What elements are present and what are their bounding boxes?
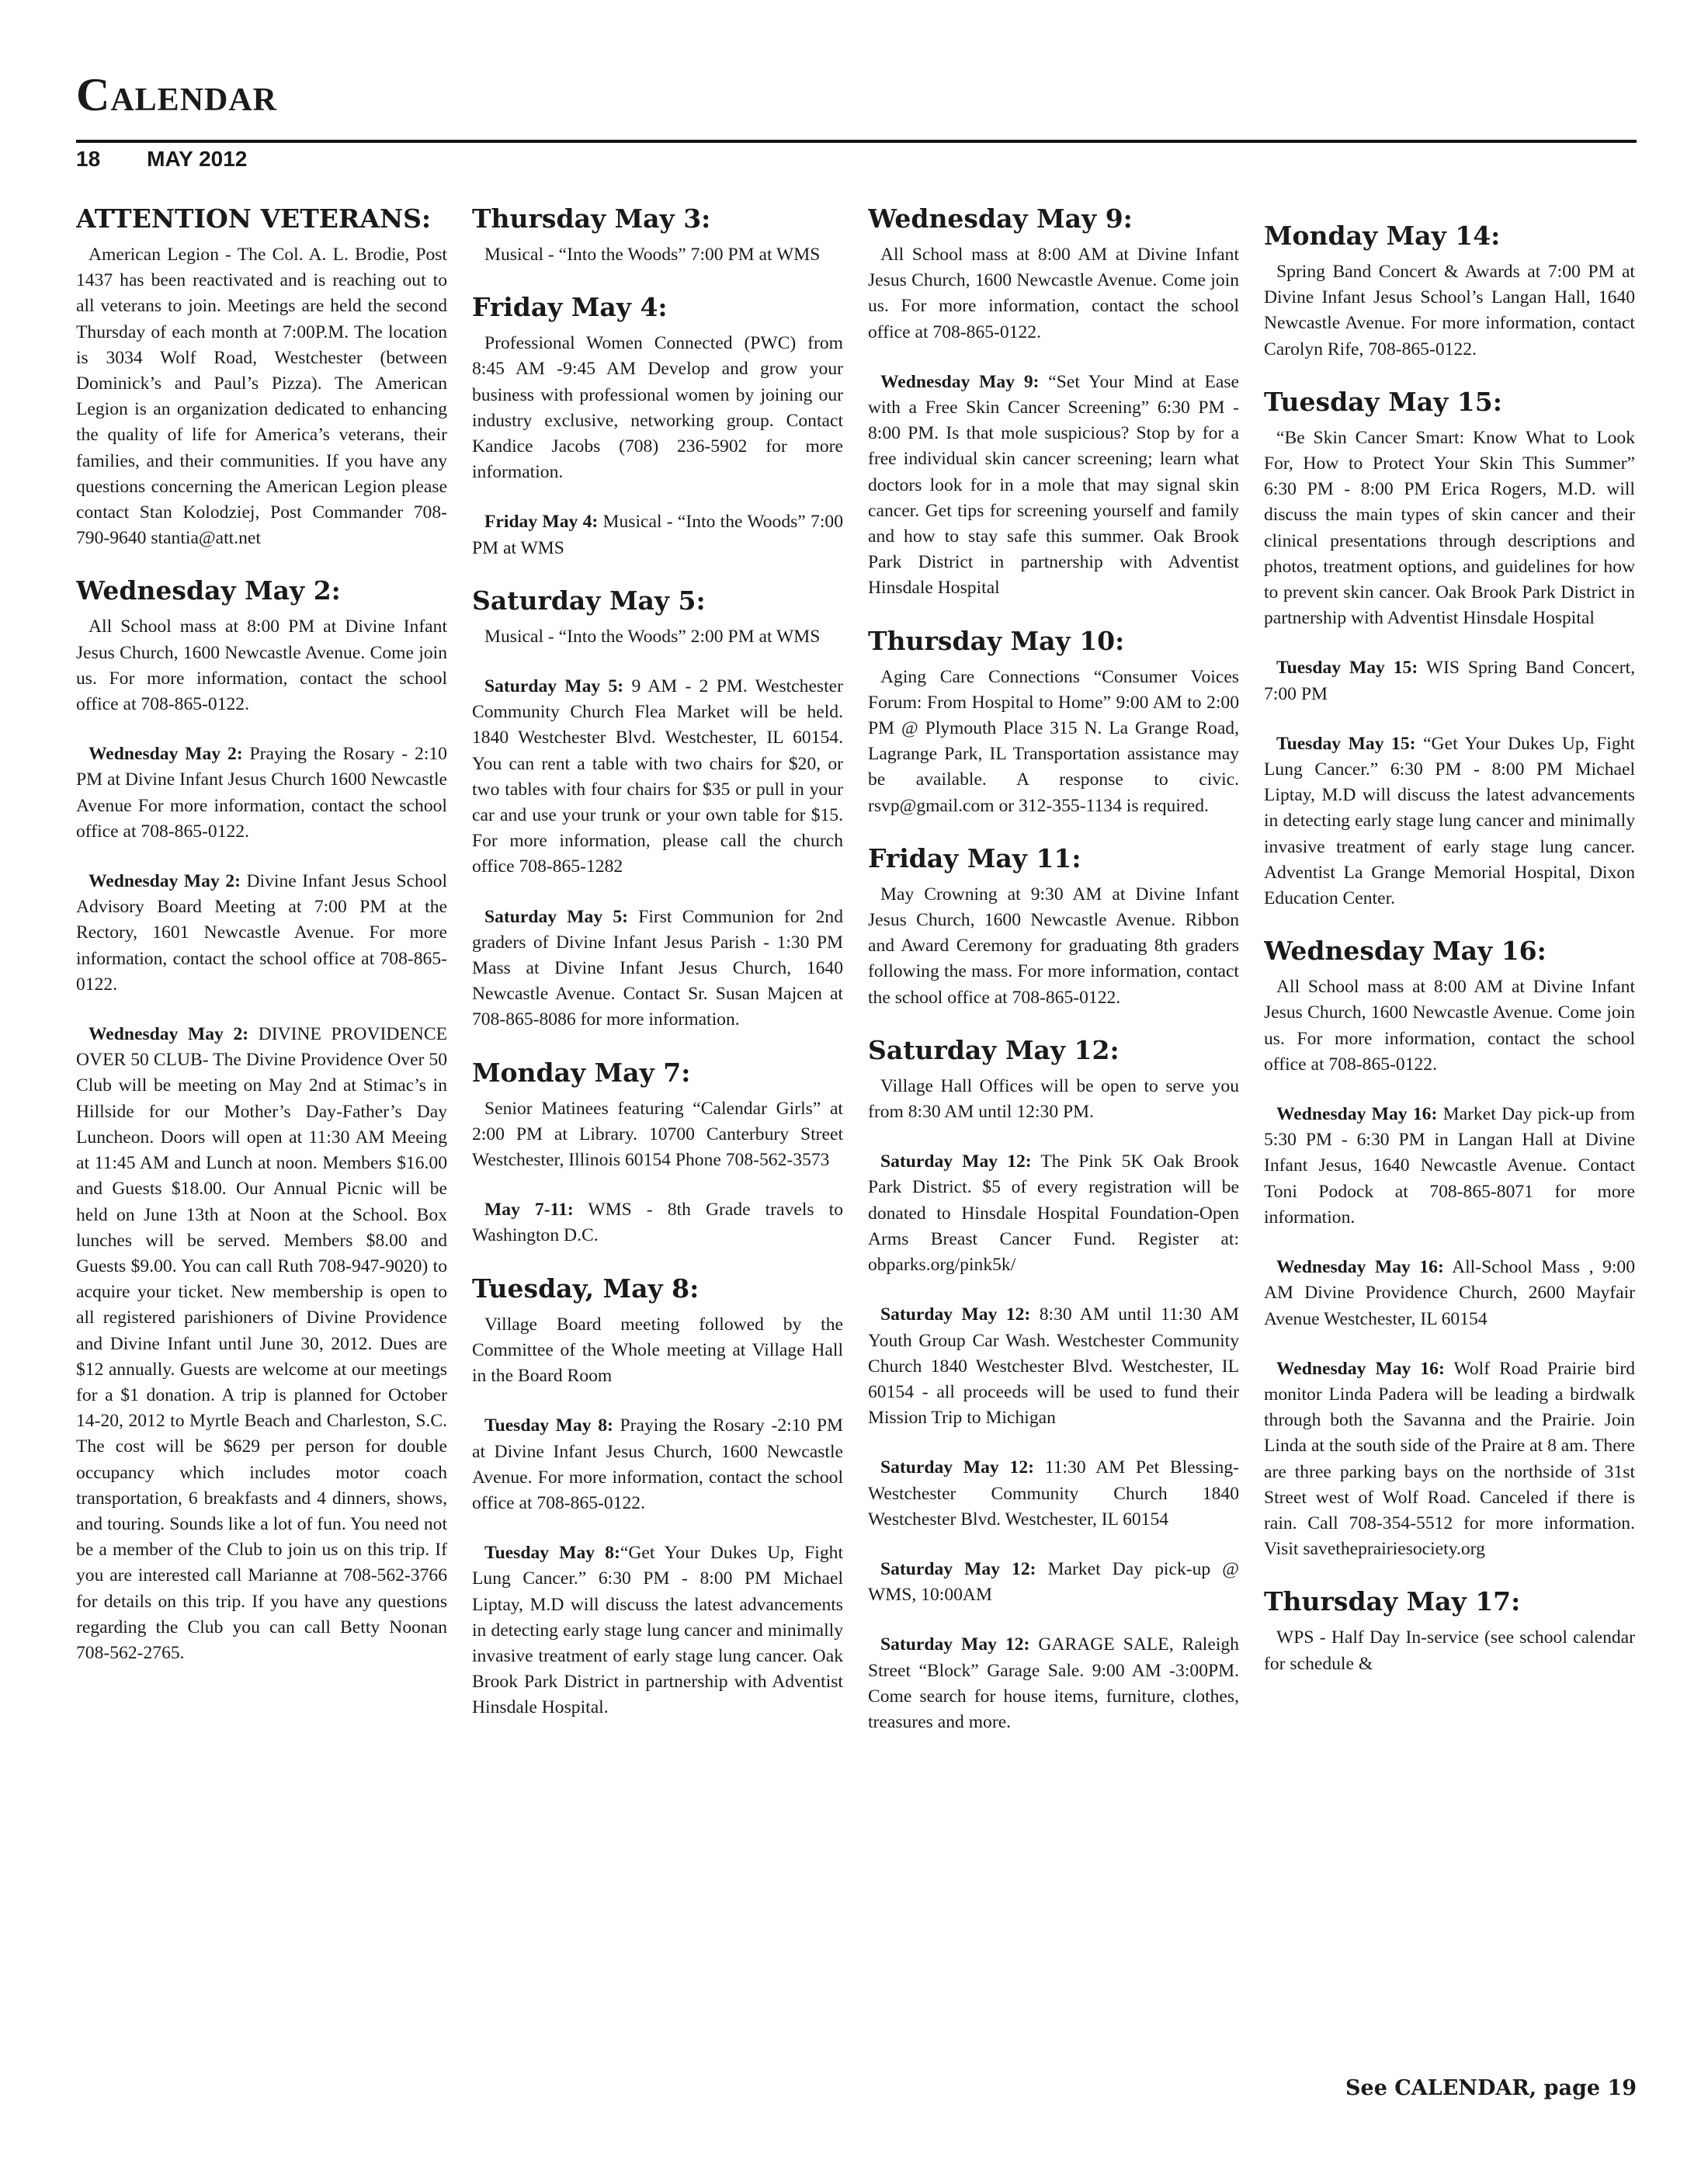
event-text: All School mass at 8:00 AM at Divine Infant Jesus Church, 1600 Newcastle Avenue. Come join us. For more information, contact the school office at 708-865-0122. bbox=[868, 245, 1239, 342]
event-date-heading: Wednesday May 2: bbox=[76, 575, 341, 606]
event-lead-date: Tuesday May 8: bbox=[484, 1415, 613, 1436]
event-listing bbox=[1264, 1255, 1635, 1332]
event-text: “Set Your Mind at Ease with a Free Skin Cancer Screening” 6:30 PM - 8:00 PM. Is that mole suspicious? Stop by for a free individual skin cancer screening; learn what doctors look for in a mole that may signal skin cancer. Get tips for screening yourself and family and how to stay safe this summer. Oak Brook Park District in partnership with Adventist Hinsdale Hospital bbox=[868, 371, 1239, 599]
event-listing bbox=[76, 741, 447, 845]
event-date-heading: Thursday May 17: bbox=[1264, 1586, 1521, 1617]
event-listing bbox=[868, 1302, 1239, 1431]
event-date-heading: Friday May 11: bbox=[868, 842, 1081, 873]
event-listing bbox=[868, 882, 1239, 1011]
event-text: Musical - “Into the Woods” 7:00 PM at WMS bbox=[472, 512, 843, 558]
event-listing bbox=[76, 869, 447, 998]
event-listing bbox=[472, 1096, 843, 1174]
event-listing bbox=[472, 1312, 843, 1390]
event-date-heading: Tuesday, May 8: bbox=[472, 1273, 700, 1304]
event-lead-date: Saturday May 5: bbox=[484, 906, 629, 927]
event-text: Divine Infant Jesus School Advisory Board Meeting at 7:00 PM at the Rectory, 1601 Newcastle Avenue. For more information, contact the school office at 708-865-0122. bbox=[76, 871, 447, 995]
event-listing bbox=[472, 1197, 843, 1248]
event-listing bbox=[868, 1455, 1239, 1533]
event-lead-date: Tuesday May 8: bbox=[484, 1543, 620, 1564]
event-text: Musical - “Into the Woods” 2:00 PM at WMS bbox=[484, 626, 821, 647]
event-date-heading: Friday May 4: bbox=[472, 292, 668, 323]
event-text: 9 AM - 2 PM. Westchester Community Church Flea Market will be held. 1840 Westchester Blvd. Westchester, IL 60154. You can rent a table with two chairs for $20, or two tables with four chairs for $35 or pull in your car and use your trunk or your own table for $15. For more information, please call the church office 708-865-1282 bbox=[472, 676, 843, 877]
event-listing bbox=[472, 1413, 843, 1516]
event-text: DIVINE PROVIDENCE OVER 50 CLUB- The Divine Providence Over 50 Club will be meeting on May 2nd at Stimac’s in Hillside for our Mother’s Day-Father’s Day Luncheon. Doors will open at 11:30 AM Meeing at 11:45 AM and Lunch at noon. Members $16.00 and Guests $18.00. Our Annual Picnic will be held on June 13th at Noon at the School. Box lunches will be served. Members $8.00 and Guests $9.00. You can call Ruth 708-947-9020) to acquire your ticket. New membership is open to all registered parishioners of Divine Providence and Divine Infant until June 30, 2012. Dues are $12 annually. Guests are welcome at our meetings for a $1 donation. A trip is planned for October 14-20, 2012 to Myrtle Beach and Charleston, S.C. The cost will be $629 per person for double occupancy which includes motor coach transportation, 6 breakfasts and 4 dinners, shows, and touring. Sounds like a lot of fun. You need not be a member of the Club to join us on this trip. If you are interested call Marianne at 708-562-3766 for details on this trip. If you have any questions regarding the Club you can call Betty Noonan 708-562-2765. bbox=[76, 1024, 447, 1663]
event-text: Aging Care Connections “Consumer Voices Forum: From Hospital to Home” 9:00 AM to 2:00 PM @ Plymouth Place 315 N. La Grange Road, Lagrange Park, IL Transportation assistance may be available. A response to civic. rsvp@gmail.com or 312-355-1134 is required. bbox=[868, 666, 1239, 816]
event-listing bbox=[868, 665, 1239, 819]
event-date-heading: Monday May 7: bbox=[472, 1057, 691, 1088]
event-lead-date: Saturday May 12: bbox=[880, 1634, 1030, 1655]
event-text: May Crowning at 9:30 AM at Divine Infant Jesus Church, 1600 Newcastle Avenue. Ribbon and Award Ceremony for graduating 8th graders following the mass. For more information, contact the school office at 708-865-0122. bbox=[868, 884, 1239, 1008]
page-title: Calendar bbox=[76, 69, 278, 120]
event-lead-date: Saturday May 12: bbox=[880, 1151, 1032, 1172]
event-lead-date: Wednesday May 16: bbox=[1276, 1104, 1438, 1125]
event-date-heading: Thursday May 3: bbox=[472, 203, 711, 234]
folio bbox=[76, 148, 293, 171]
event-listing bbox=[472, 624, 843, 650]
page-number: 18 bbox=[76, 147, 101, 171]
event-date-heading: Wednesday May 9: bbox=[868, 203, 1133, 234]
event-text: Senior Matinees featuring “Calendar Girls” at 2:00 PM at Library. 10700 Canterbury Street Westchester, Illinois 60154 Phone 708-562-3573 bbox=[472, 1098, 843, 1171]
event-listing bbox=[1264, 974, 1635, 1078]
event-text: 8:30 AM until 11:30 AM Youth Group Car Wash. Westchester Community Church 1840 Westchester Blvd. Westchester, IL 60154 - all proceeds will be used to fund their Mission Trip to Michigan bbox=[868, 1304, 1239, 1429]
calendar-columns bbox=[76, 203, 1637, 2113]
event-lead-date: Tuesday May 15: bbox=[1276, 733, 1416, 754]
column-1 bbox=[76, 203, 447, 2113]
event-text: “Get Your Dukes Up, Fight Lung Cancer.” 6:30 PM - 8:00 PM Michael Liptay, M.D will discuss the latest advancements in detecting early stage lung cancer and minimally invasive treatment of early stage lung cancer. Oak Brook Park District in partnership with Adventist Hinsdale Hospital. bbox=[472, 1543, 843, 1718]
column-3 bbox=[868, 203, 1239, 2113]
event-listing bbox=[1264, 1625, 1635, 1676]
event-lead-date: Wednesday May 2: bbox=[89, 1024, 249, 1045]
event-listing bbox=[472, 331, 843, 485]
event-text: Village Board meeting followed by the Committee of the Whole meeting at Village Hall in the Board Room bbox=[472, 1314, 843, 1387]
event-lead-date: Tuesday May 15: bbox=[1276, 658, 1418, 679]
event-lead-date: May 7-11: bbox=[484, 1200, 574, 1221]
event-listing bbox=[1264, 731, 1635, 912]
issue-date: MAY 2012 bbox=[147, 147, 248, 171]
event-text: “Be Skin Cancer Smart: Know What to Look For, How to Protect Your Skin This Summer” 6:30 PM - 8:00 PM Erica Rogers, M.D. will discuss the main types of skin cancer and their clinical presentations through descriptions and photos, treatment options, and guidelines for how to prevent skin cancer. Oak Brook Park District in partnership with Adventist Hinsdale Hospital bbox=[1264, 427, 1635, 629]
event-lead-date: Wednesday May 16: bbox=[1276, 1257, 1444, 1278]
event-listing bbox=[1264, 1102, 1635, 1231]
event-listing bbox=[76, 614, 447, 717]
event-listing bbox=[868, 1074, 1239, 1125]
event-lead-date: Wednesday May 2: bbox=[89, 871, 241, 892]
event-date-heading: Saturday May 12: bbox=[868, 1034, 1120, 1065]
event-listing bbox=[868, 1149, 1239, 1278]
event-lead-date: Wednesday May 16: bbox=[1276, 1358, 1445, 1379]
event-date-heading: Tuesday May 15: bbox=[1264, 386, 1502, 417]
event-listing bbox=[868, 370, 1239, 602]
event-lead-date: Saturday May 12: bbox=[880, 1558, 1036, 1579]
event-text: The Pink 5K Oak Brook Park District. $5 of every registration will be donated to Hinsdale Hospital Foundation-Open Arms Breast Cancer Fund. Register at: obparks.org/pink5k/ bbox=[868, 1151, 1239, 1276]
column-4 bbox=[1264, 203, 1635, 2113]
event-listing bbox=[76, 242, 447, 551]
event-lead-date: Wednesday May 2: bbox=[89, 744, 243, 765]
event-text: Wolf Road Prairie bird monitor Linda Padera will be leading a birdwalk through both the Savanna and the Prairie. Join Linda at the south side of the Praire at 8 am. There are three parking bays on the northside of 31st Street west of Wolf Road. Canceled if there is rain. Call 708-354-5512 for more information. Visit savetheprairiesociety.org bbox=[1264, 1358, 1635, 1560]
event-text: “Get Your Dukes Up, Fight Lung Cancer.” 6:30 PM - 8:00 PM Michael Liptay, M.D will discuss the latest advancements in detecting early stage lung cancer and minimally invasive treatment of early stage lung cancer. Adventist La Grange Memorial Hospital, Dixon Education Center. bbox=[1264, 733, 1635, 909]
event-text: American Legion - The Col. A. L. Brodie, Post 1437 has been reactivated and is reaching out to all veterans to join. Meetings are held the second Thursday of each month at 7:00P.M. The location is 3034 Wolf Road, Westchester (between Dominick’s and Paul’s Pizza). The American Legion is an organization dedicated to enhancing the quality of life for America’s veterans, their families, and their communities. If you have any questions concerning the American Legion please contact Stan Kolodziej, Post Commander 708-790-9640 stantia@att.net bbox=[76, 245, 447, 549]
event-listing bbox=[868, 1557, 1239, 1608]
event-text: Musical - “Into the Woods” 7:00 PM at WMS bbox=[484, 245, 821, 265]
event-lead-date: Saturday May 12: bbox=[880, 1457, 1034, 1478]
event-listing bbox=[472, 674, 843, 880]
event-text: Market Day pick-up from 5:30 PM - 6:30 PM in Langan Hall at Divine Infant Jesus, 1640 Newcastle Avenue. Contact Toni Podock at 708-865-8071 for more information. bbox=[1264, 1104, 1635, 1228]
event-text: All-School Mass , 9:00 AM Divine Providence Church, 2600 Mayfair Avenue Westchester, IL 60154 bbox=[1264, 1257, 1635, 1329]
event-listing bbox=[868, 1632, 1239, 1735]
event-listing bbox=[868, 242, 1239, 346]
event-text: WMS - 8th Grade travels to Washington D.C. bbox=[472, 1200, 843, 1246]
event-date-heading: Monday May 14: bbox=[1264, 221, 1501, 251]
event-listing bbox=[472, 1540, 843, 1721]
event-listing bbox=[472, 509, 843, 561]
continuation-note: See CALENDAR, page 19 bbox=[1345, 2076, 1637, 2100]
event-text: GARAGE SALE, Raleigh Street “Block” Garage Sale. 9:00 AM -3:00PM. Come search for house items, furniture, clothes, treasures and more. bbox=[868, 1634, 1239, 1732]
event-listing bbox=[76, 1022, 447, 1666]
event-text: Market Day pick-up @ WMS, 10:00AM bbox=[868, 1558, 1239, 1606]
event-listing bbox=[1264, 259, 1635, 363]
event-text: 11:30 AM Pet Blessing- Westchester Community Church 1840 Westchester Blvd. Westchester, IL 60154 bbox=[868, 1457, 1239, 1530]
event-date-heading: Wednesday May 16: bbox=[1264, 936, 1547, 967]
event-listing bbox=[472, 905, 843, 1033]
event-listing bbox=[1264, 655, 1635, 707]
event-lead-date: Saturday May 5: bbox=[484, 676, 624, 697]
event-lead-date: Wednesday May 9: bbox=[880, 371, 1040, 392]
column-2 bbox=[472, 203, 843, 2113]
event-text: WPS - Half Day In-service (see school calendar for schedule & bbox=[1264, 1627, 1635, 1674]
event-date-heading: ATTENTION VETERANS: bbox=[76, 203, 432, 234]
event-text: All School mass at 8:00 PM at Divine Infant Jesus Church, 1600 Newcastle Avenue. Come join us. For more information, contact the school office at 708-865-0122. bbox=[76, 616, 447, 715]
event-text: WIS Spring Band Concert, 7:00 PM bbox=[1264, 658, 1635, 704]
header-rule bbox=[76, 140, 1637, 143]
event-text: Village Hall Offices will be open to serve you from 8:30 AM until 12:30 PM. bbox=[868, 1075, 1239, 1123]
event-date-heading: Saturday May 5: bbox=[472, 585, 706, 616]
event-date-heading: Thursday May 10: bbox=[868, 625, 1125, 656]
event-lead-date: Saturday May 12: bbox=[880, 1304, 1031, 1325]
event-text: Praying the Rosary - 2:10 PM at Divine Infant Jesus Church 1600 Newcastle Avenue For more information, contact the school office at 708-865-0122. bbox=[76, 744, 447, 842]
event-listing bbox=[1264, 425, 1635, 632]
event-lead-date: Friday May 4: bbox=[484, 512, 599, 533]
event-text: First Communion for 2nd graders of Divine Infant Jesus Parish - 1:30 PM Mass at Divine Infant Jesus Church, 1640 Newcastle Avenue. Contact Sr. Susan Majcen at 708-865-8086 for more information. bbox=[472, 906, 843, 1030]
event-text: Spring Band Concert & Awards at 7:00 PM at Divine Infant Jesus School’s Langan Hall, 1640 Newcastle Avenue. For more information, contact Carolyn Rife, 708-865-0122. bbox=[1264, 262, 1635, 359]
event-text: Praying the Rosary -2:10 PM at Divine Infant Jesus Church, 1600 Newcastle Avenue. For more information, contact the school office at 708-865-0122. bbox=[472, 1415, 843, 1513]
event-text: Professional Women Connected (PWC) from 8:45 AM -9:45 AM Develop and grow your business with professional women by joining our industry exclusive, networking group. Contact Kandice Jacobs (708) 236-5902 for more information. bbox=[472, 333, 843, 483]
event-text: All School mass at 8:00 AM at Divine Infant Jesus Church, 1600 Newcastle Avenue. Come join us. For more information, contact the school office at 708-865-0122. bbox=[1264, 977, 1635, 1075]
event-listing bbox=[472, 242, 843, 268]
event-listing bbox=[1264, 1356, 1635, 1563]
